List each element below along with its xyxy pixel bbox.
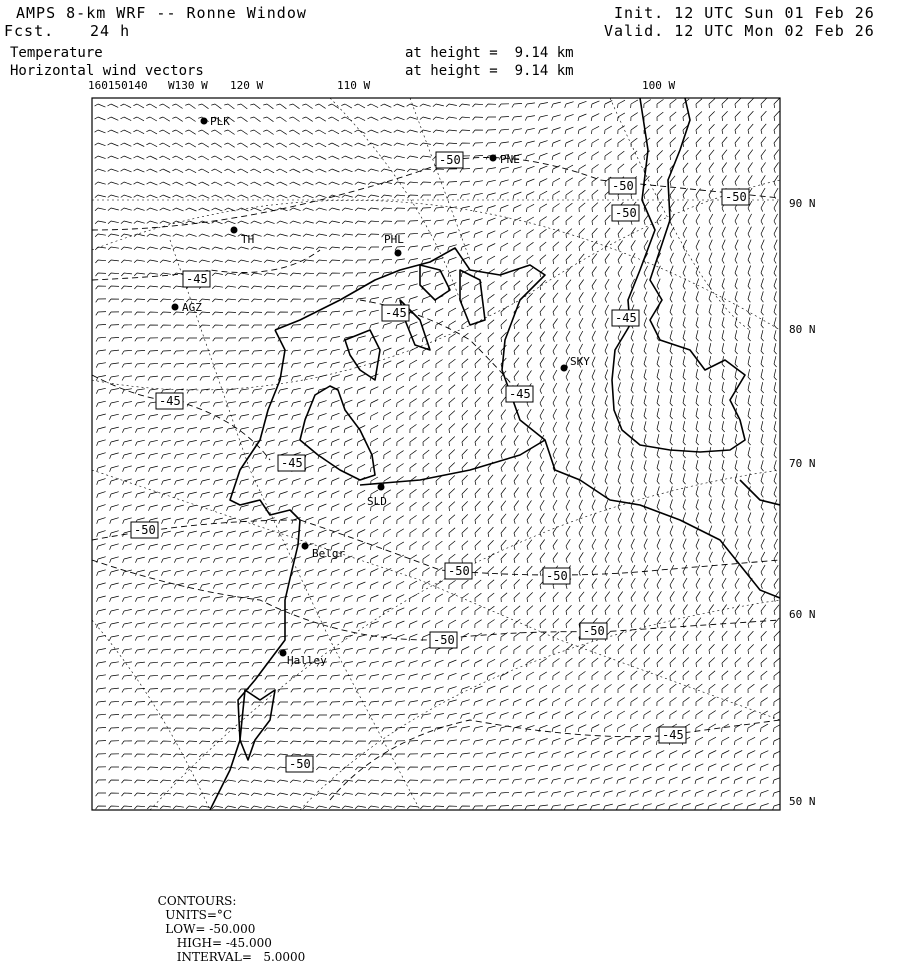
units-label: UNITS=°C [165,908,233,922]
contour-legend [150,880,305,964]
svg-text:-50: -50 [725,190,747,204]
init-time: Init. 12 UTC Sun 01 Feb 26 [614,4,875,22]
contour-label-group [131,152,749,772]
lat-label: 90 N [789,197,816,210]
station-dot-pne [490,155,497,162]
contour-label [436,152,463,168]
wind-barbs [95,98,782,810]
longitude-labels [88,79,675,92]
station-label-agz: AGZ [182,301,202,314]
svg-text:-50: -50 [612,179,634,193]
contour-label [156,393,183,409]
station-dot-sld [378,484,385,491]
field-temperature: Temperature [10,45,103,61]
interval-label: INTERVAL= 5.0000 [176,950,306,964]
station-dot-belgr [302,543,309,550]
svg-text:-50: -50 [433,633,455,647]
station-dot-plk [201,118,208,125]
svg-text:-50: -50 [583,624,605,638]
station-label-sky: SKY [570,355,590,368]
station-label-sld: SLD [367,495,387,508]
svg-text:-45: -45 [281,456,303,470]
station-dot-phl [395,250,402,257]
station-label-phl: PHL [384,233,404,246]
latitude-labels [789,197,816,808]
svg-text:-45: -45 [509,387,531,401]
svg-text:-50: -50 [615,206,637,220]
contour-label [580,623,607,639]
contour-label [278,455,305,471]
height-wind: at height = 9.14 km [405,63,574,79]
svg-text:-45: -45 [662,728,684,742]
station-dot-halley [280,650,287,657]
contour-label [286,756,313,772]
station-dot-th [231,227,238,234]
lat-label: 60 N [789,608,816,621]
station-label-plk: PLK [210,115,230,128]
svg-text:-45: -45 [385,306,407,320]
lon-label: 120 W [230,79,264,92]
svg-text:-50: -50 [448,564,470,578]
contour-label [612,310,639,326]
height-temperature: at height = 9.14 km [405,45,574,61]
lon-label: 110 W [337,79,371,92]
svg-text:-50: -50 [546,569,568,583]
contour-label [609,178,636,194]
lon-label: 100 W [642,79,676,92]
contour-label [612,205,639,221]
contour-label [382,305,409,321]
svg-text:-45: -45 [615,311,637,325]
forecast-label: Fcst. [4,22,55,40]
forecast-hour: 24 h [90,22,131,40]
contour-label [506,386,533,402]
svg-text:-50: -50 [439,153,461,167]
contour-label [131,522,158,538]
contour-label [543,568,570,584]
contour-label [659,727,686,743]
contour-label [430,632,457,648]
station-label-pne: PNE [500,153,520,166]
station-dot-agz [172,304,179,311]
map-title: AMPS 8-km WRF -- Ronne Window [16,4,307,22]
svg-text:-45: -45 [159,394,181,408]
svg-text:-45: -45 [186,272,208,286]
contour-label [722,189,749,205]
valid-time: Valid. 12 UTC Mon 02 Feb 26 [604,22,875,40]
station-dot-sky [561,365,568,372]
contours-label: CONTOURS: [157,894,237,908]
high-label: HIGH= -45.000 [176,936,272,950]
lat-label: 80 N [789,323,816,336]
lon-label: W130 W [168,79,208,92]
svg-text:-50: -50 [134,523,156,537]
lat-label: 70 N [789,457,816,470]
low-label: LOW= -50.000 [165,922,256,936]
station-label-th: TH [241,233,255,246]
temperature-contours [92,158,780,801]
field-wind: Horizontal wind vectors [10,63,204,79]
svg-text:-50: -50 [289,757,311,771]
contour-label [445,563,472,579]
station-label-belgr: Belgr [312,547,346,560]
contour-label [183,271,210,287]
lat-label: 50 N [789,795,816,808]
wind-vector-field [95,98,782,810]
lon-label: 160150140 [88,79,148,92]
station-label-halley: Halley [287,654,327,667]
